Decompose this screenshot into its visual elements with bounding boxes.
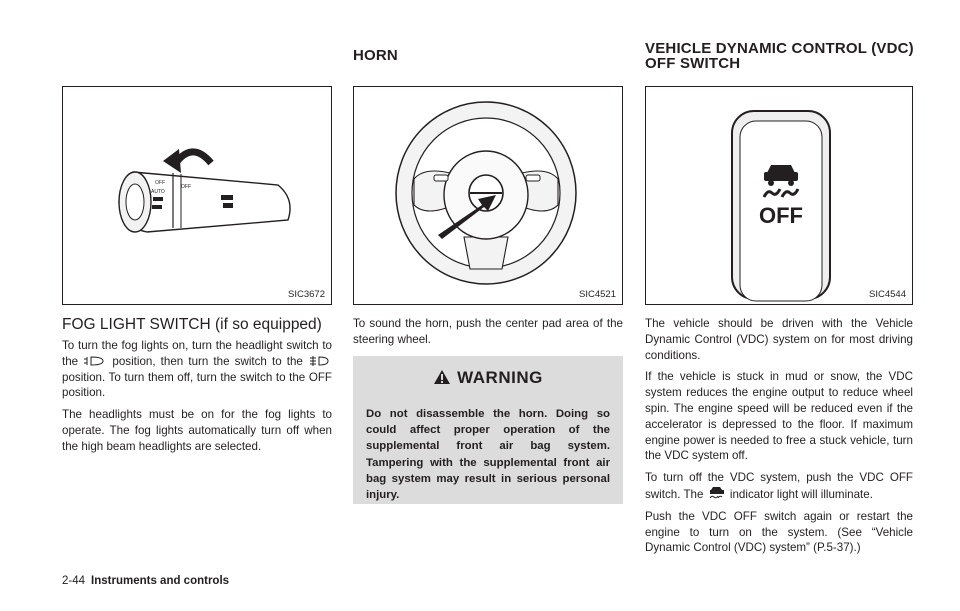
warning-box — [353, 356, 623, 504]
fog-paragraph-1: To turn the fog lights on, turn the headlight switch to the position, then turn the switch to the position. To turn them off, turn the switch to the OFF position. — [62, 339, 332, 400]
steering-wheel-illustration — [354, 87, 622, 304]
vdc-off-switch-figure — [645, 86, 913, 305]
figure-caption: SIC4521 — [579, 289, 616, 300]
warning-triangle-icon — [433, 369, 451, 385]
warning-text: Do not disassemble the horn. Doing so could affect proper operation of the supplemental front air bag system. Tampering with the supplemental front air bag system may result in serious personal injury. — [366, 408, 610, 502]
vdc-heading-line2: OFF SWITCH — [645, 55, 741, 72]
figure-caption: SIC3672 — [288, 289, 325, 300]
vdc-paragraph-2: If the vehicle is stuck in mud or snow, the VDC system reduces the engine output to reduce wheel spin. The engine speed will be reduced even if the accelerator is depressed to the floor. If maximum engine power is needed to free a stuck vehicle, turn the VDC system off. — [645, 370, 913, 463]
switch-label-off-2: OFF — [181, 184, 191, 190]
vdc-switch-illustration — [646, 87, 912, 304]
fog-light-section — [62, 316, 332, 461]
horn-section — [353, 316, 623, 354]
vdc-heading-line1: VEHICLE DYNAMIC CONTROL (VDC) — [645, 40, 914, 57]
horn-paragraph-1: To sound the horn, push the center pad area of the steering wheel. — [353, 317, 623, 346]
switch-label-off-1: OFF — [155, 180, 165, 186]
vdc-off-indicator-icon — [707, 486, 727, 498]
vdc-section — [645, 316, 913, 562]
vdc-paragraph-3: To turn off the VDC system, push the VDC OFF switch. The indicator light will illuminate. — [645, 471, 913, 501]
chapter-title: Instruments and controls — [91, 575, 230, 587]
vdc-paragraph-4: Push the VDC OFF switch again or restart the engine to turn on the system. (See “Vehicle Dynamic Control (VDC) system” (P.5-37).) — [645, 509, 913, 555]
vdc-paragraph-1: The vehicle should be driven with the Vehicle Dynamic Control (VDC) system on for most driving conditions. — [645, 317, 913, 362]
page-number: 2-44 — [62, 575, 86, 587]
fog-light-title: FOG LIGHT SWITCH (if so equipped) — [62, 316, 322, 333]
fog-light-switch-figure — [62, 86, 332, 305]
vdc-off-label: OFF — [759, 203, 803, 228]
light-switch-stalk-illustration — [63, 87, 331, 304]
switch-label-auto: AUTO — [151, 189, 165, 195]
page-footer — [62, 575, 229, 587]
fog-paragraph-2: The headlights must be on for the fog lights to operate. The fog lights automatically turn off when the high beam headlights are selected. — [62, 408, 332, 453]
fog-light-rear-icon — [308, 355, 332, 367]
horn-figure — [353, 86, 623, 305]
warning-heading: WARNING — [353, 368, 623, 388]
horn-heading: HORN — [353, 47, 398, 64]
figure-caption: SIC4544 — [869, 289, 906, 300]
fog-light-front-icon — [83, 355, 107, 367]
